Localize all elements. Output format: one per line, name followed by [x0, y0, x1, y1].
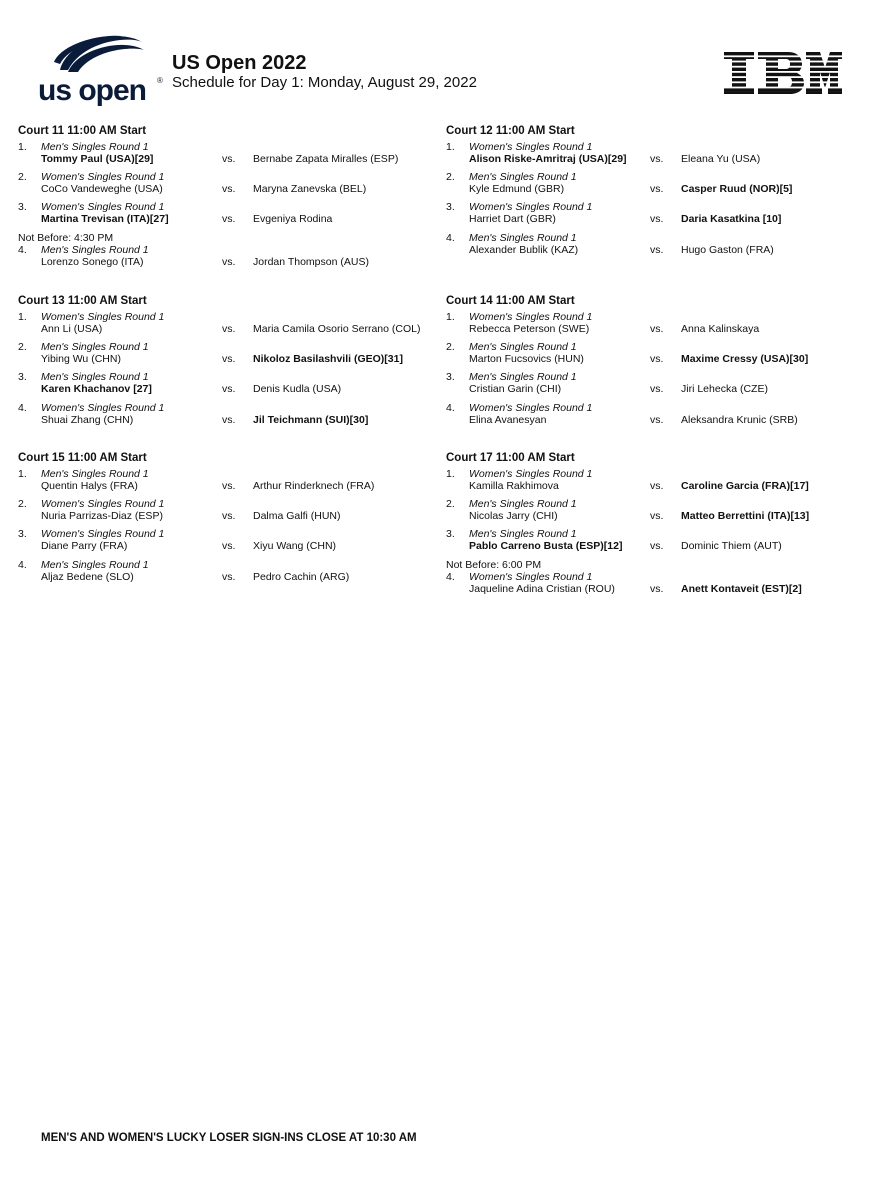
player-one: CoCo Vandeweghe (USA) [41, 183, 163, 196]
versus-label: vs. [650, 153, 664, 165]
match-number: 2. [446, 341, 455, 354]
versus-label: vs. [650, 510, 664, 523]
versus-label: vs. [650, 213, 664, 226]
player-one: Martina Trevisan (ITA)[27] [41, 213, 169, 226]
versus-label: vs. [222, 213, 236, 226]
tennis-ball-swoosh-icon [38, 30, 166, 74]
match-event: Women's Singles Round 1 [41, 401, 165, 414]
court-block [446, 450, 866, 597]
versus-label: vs. [222, 255, 236, 268]
match-number: 3. [446, 371, 455, 384]
player-one: Ann Li (USA) [41, 323, 103, 335]
player-two: Maria Camila Osorio Serrano (COL) [253, 323, 421, 335]
court-block [18, 123, 438, 270]
player-one: Kyle Edmund (GBR) [469, 183, 565, 196]
player-two: Aleksandra Krunic (SRB) [681, 413, 798, 426]
match-number: 1. [446, 311, 455, 323]
not-before-time: Not Before: 6:00 PM [446, 558, 542, 571]
match-number: 2. [18, 171, 27, 184]
player-two: Anna Kalinskaya [681, 323, 760, 335]
player-two: Anett Kontaveit (EST)[2] [681, 582, 802, 595]
versus-label: vs. [650, 183, 664, 196]
versus-label: vs. [222, 383, 236, 396]
match-event: Men's Singles Round 1 [41, 243, 149, 256]
title-block [172, 52, 477, 92]
not-before-time: Not Before: 4:30 PM [18, 231, 114, 244]
player-one: Rebecca Peterson (SWE) [469, 323, 590, 335]
versus-label: vs. [222, 323, 236, 335]
match-number: 4. [446, 401, 455, 414]
player-two: Xiyu Wang (CHN) [253, 540, 337, 553]
player-two: Eleana Yu (USA) [681, 153, 761, 165]
court-title: Court 13 11:00 AM Start [18, 295, 147, 307]
player-two: Hugo Gaston (FRA) [681, 243, 774, 256]
match-event: Women's Singles Round 1 [41, 528, 165, 541]
match-row [446, 309, 866, 339]
court-title: Court 14 11:00 AM Start [446, 295, 575, 307]
match-number: 4. [18, 243, 27, 256]
match-number: 3. [18, 528, 27, 541]
match-row [18, 557, 438, 587]
match-event: Women's Singles Round 1 [41, 171, 165, 184]
match-number: 4. [18, 401, 27, 414]
match-row [18, 496, 438, 526]
player-one: Alexander Bublik (KAZ) [469, 243, 579, 256]
player-two: Caroline Garcia (FRA)[17] [681, 480, 809, 492]
match-number: 1. [18, 468, 27, 480]
player-two: Casper Ruud (NOR)[5] [681, 183, 793, 196]
match-event: Women's Singles Round 1 [469, 141, 593, 153]
court-block [18, 450, 438, 587]
match-event: Men's Singles Round 1 [41, 341, 149, 354]
player-one: Aljaz Bedene (SLO) [41, 570, 134, 583]
versus-label: vs. [222, 183, 236, 196]
match-row [446, 139, 866, 169]
match-row [446, 496, 866, 526]
match-row [446, 400, 866, 430]
match-row [18, 199, 438, 229]
match-number: 3. [446, 201, 455, 214]
versus-label: vs. [650, 243, 664, 256]
player-two: Denis Kudla (USA) [253, 383, 342, 396]
player-one: Nicolas Jarry (CHI) [469, 510, 558, 523]
player-one: Alison Riske-Amritraj (USA)[29] [469, 153, 627, 165]
player-one: Pablo Carreno Busta (ESP)[12] [469, 540, 623, 553]
match-row [446, 466, 866, 496]
versus-label: vs. [222, 510, 236, 523]
match-row [18, 230, 438, 270]
player-two: Arthur Rinderknech (FRA) [253, 480, 375, 492]
court-block [18, 293, 438, 430]
player-one: Elina Avanesyan [469, 413, 547, 426]
player-two: Maryna Zanevska (BEL) [253, 183, 367, 196]
match-number: 1. [446, 141, 455, 153]
match-row [18, 309, 438, 339]
match-number: 2. [18, 341, 27, 354]
match-number: 2. [18, 498, 27, 511]
match-event: Men's Singles Round 1 [469, 528, 577, 541]
match-number: 3. [18, 201, 27, 214]
match-number: 3. [446, 528, 455, 541]
versus-label: vs. [650, 323, 664, 335]
versus-label: vs. [650, 540, 664, 553]
match-event: Women's Singles Round 1 [469, 201, 593, 214]
player-two: Jordan Thompson (AUS) [253, 255, 369, 268]
match-number: 1. [18, 141, 27, 153]
versus-label: vs. [222, 413, 236, 426]
player-one: Cristian Garin (CHI) [469, 383, 562, 396]
versus-label: vs. [222, 153, 236, 165]
court-title: Court 11 11:00 AM Start [18, 125, 147, 137]
player-one: Yibing Wu (CHN) [41, 353, 121, 366]
player-two: Daria Kasatkina [10] [681, 213, 782, 226]
us-open-logo-text: us open [38, 74, 147, 107]
match-number: 4. [446, 231, 455, 244]
versus-label: vs. [650, 353, 664, 366]
match-row [18, 400, 438, 430]
player-one: Jaqueline Adina Cristian (ROU) [469, 582, 615, 595]
match-event: Women's Singles Round 1 [41, 311, 165, 323]
player-one: Lorenzo Sonego (ITA) [41, 255, 144, 268]
match-row [446, 526, 866, 556]
court-title: Court 17 11:00 AM Start [446, 452, 575, 464]
player-two: Dominic Thiem (AUT) [681, 540, 782, 553]
player-two: Pedro Cachin (ARG) [253, 570, 350, 583]
versus-label: vs. [650, 413, 664, 426]
player-two: Dalma Galfi (HUN) [253, 510, 341, 523]
match-event: Women's Singles Round 1 [41, 498, 165, 511]
player-one: Quentin Halys (FRA) [41, 480, 138, 492]
registered-mark: ® [157, 76, 163, 85]
match-row [446, 339, 866, 369]
match-event: Women's Singles Round 1 [469, 401, 593, 414]
match-row [18, 526, 438, 556]
match-event: Women's Singles Round 1 [469, 468, 593, 480]
match-number: 4. [446, 570, 455, 583]
match-event: Men's Singles Round 1 [469, 498, 577, 511]
court-block [446, 123, 866, 260]
player-two: Maxime Cressy (USA)[30] [681, 353, 809, 366]
player-two: Jiri Lehecka (CZE) [681, 383, 768, 396]
match-event: Men's Singles Round 1 [41, 141, 149, 153]
match-row [18, 466, 438, 496]
us-open-logo [38, 30, 166, 112]
page-title: US Open 2022 [172, 52, 307, 74]
ibm-logo-icon [722, 50, 844, 96]
match-event: Men's Singles Round 1 [469, 371, 577, 384]
court-block [446, 293, 866, 430]
player-one: Shuai Zhang (CHN) [41, 413, 134, 426]
match-row [446, 557, 866, 597]
match-number: 1. [446, 468, 455, 480]
player-one: Tommy Paul (USA)[29] [41, 153, 154, 165]
versus-label: vs. [222, 540, 236, 553]
versus-label: vs. [222, 480, 236, 492]
match-event: Women's Singles Round 1 [469, 570, 593, 583]
match-event: Women's Singles Round 1 [41, 201, 165, 214]
versus-label: vs. [650, 582, 664, 595]
lucky-loser-note: MEN'S AND WOMEN'S LUCKY LOSER SIGN-INS CLOSE AT 10:30 AM [41, 1132, 417, 1144]
player-one: Diane Parry (FRA) [41, 540, 128, 553]
match-number: 3. [18, 371, 27, 384]
court-title: Court 12 11:00 AM Start [446, 125, 575, 137]
player-one: Kamilla Rakhimova [469, 480, 559, 492]
page-header [0, 0, 884, 115]
match-number: 1. [18, 311, 27, 323]
match-row [446, 169, 866, 199]
match-number: 2. [446, 171, 455, 184]
court-title: Court 15 11:00 AM Start [18, 452, 147, 464]
player-two: Jil Teichmann (SUI)[30] [253, 413, 369, 426]
match-event: Men's Singles Round 1 [469, 231, 577, 244]
match-row [446, 369, 866, 399]
match-row [18, 339, 438, 369]
player-two: Evgeniya Rodina [253, 213, 333, 226]
match-row [18, 369, 438, 399]
match-row [18, 139, 438, 169]
page-subtitle: Schedule for Day 1: Monday, August 29, 2022 [172, 74, 477, 91]
match-event: Men's Singles Round 1 [41, 558, 149, 571]
player-one: Karen Khachanov [27] [41, 383, 152, 396]
match-event: Men's Singles Round 1 [469, 171, 577, 184]
versus-label: vs. [650, 383, 664, 396]
match-event: Women's Singles Round 1 [469, 311, 593, 323]
player-two: Nikoloz Basilashvili (GEO)[31] [253, 353, 403, 366]
player-one: Nuria Parrizas-Diaz (ESP) [41, 510, 163, 523]
match-number: 2. [446, 498, 455, 511]
match-row [446, 230, 866, 260]
match-row [18, 169, 438, 199]
match-row [446, 199, 866, 229]
player-one: Marton Fucsovics (HUN) [469, 353, 584, 366]
versus-label: vs. [222, 570, 236, 583]
match-number: 4. [18, 558, 27, 571]
versus-label: vs. [222, 353, 236, 366]
match-event: Men's Singles Round 1 [469, 341, 577, 354]
match-event: Men's Singles Round 1 [41, 468, 149, 480]
player-one: Harriet Dart (GBR) [469, 213, 556, 226]
player-two: Bernabe Zapata Miralles (ESP) [253, 153, 399, 165]
match-event: Men's Singles Round 1 [41, 371, 149, 384]
player-two: Matteo Berrettini (ITA)[13] [681, 510, 810, 523]
versus-label: vs. [650, 480, 664, 492]
